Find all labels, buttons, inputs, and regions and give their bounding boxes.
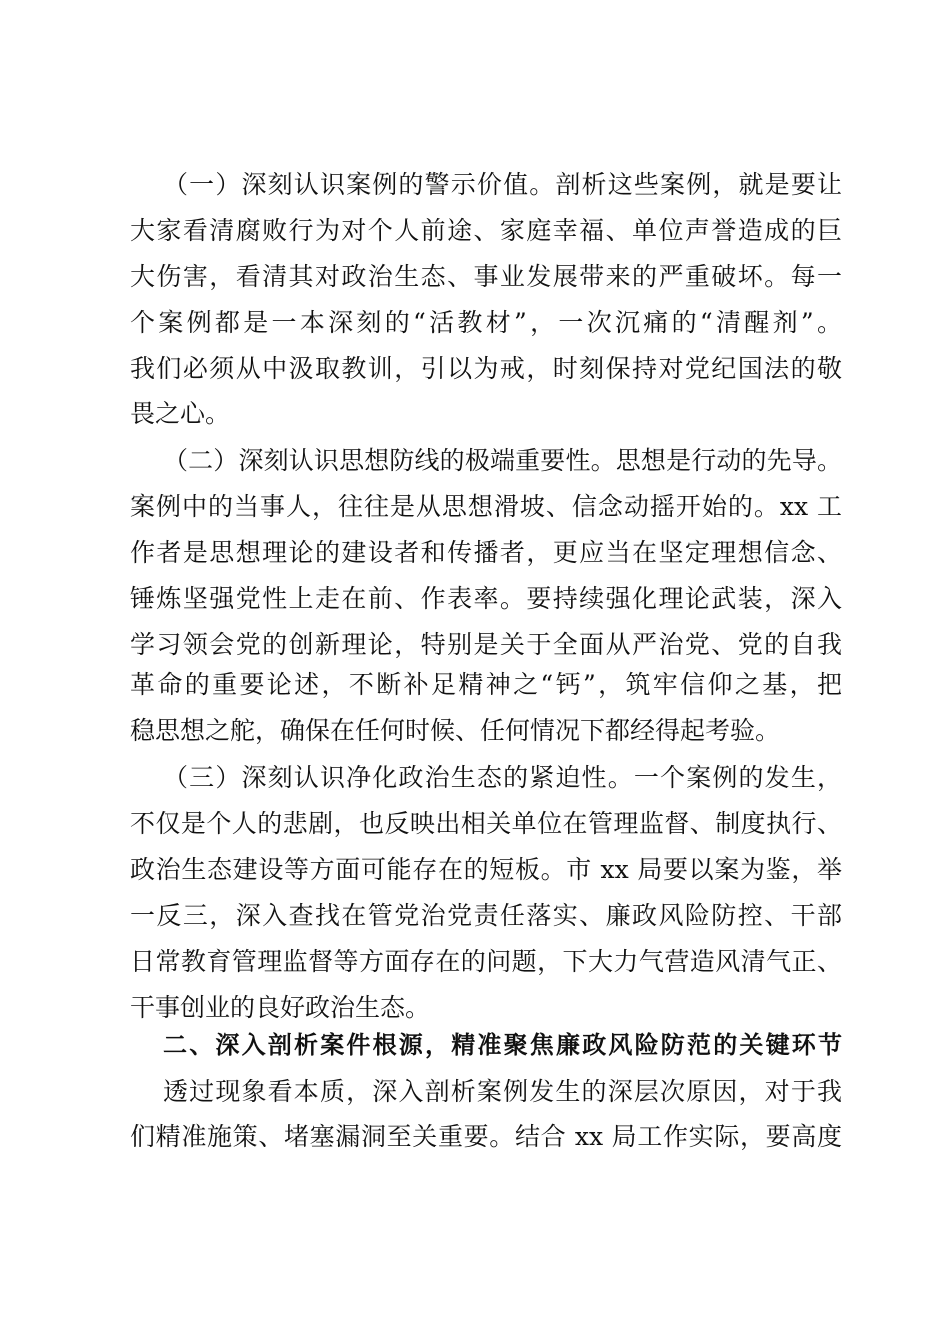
text-line: 一反三，深入查找在管党治党责任落实、廉政风险防控、干部 xyxy=(130,901,842,930)
text-line: （一）深刻认识案例的警示价值。剖析这些案例，就是要让 xyxy=(163,170,842,199)
text-line: 稳思想之舵，确保在任何时候、任何情况下都经得起考验。 xyxy=(130,716,781,745)
text-line: 学习领会党的创新理论，特别是关于全面从严治党、党的自我 xyxy=(130,630,842,659)
text-line: 我们必须从中汲取教训，引以为戒，时刻保持对党纪国法的敬 xyxy=(130,354,842,383)
text-line: （三）深刻认识净化政治生态的紧迫性。一个案例的发生， xyxy=(163,763,842,792)
text-line: 们精准施策、堵塞漏洞至关重要。结合 xx 局工作实际，要高度 xyxy=(130,1122,842,1151)
text-line: 透过现象看本质，深入剖析案例发生的深层次原因，对于我 xyxy=(163,1077,842,1106)
text-line: 锤炼坚强党性上走在前、作表率。要持续强化理论武装，深入 xyxy=(130,584,842,613)
text-line: 案例中的当事人，往往是从思想滑坡、信念动摇开始的。xx 工 xyxy=(130,492,842,521)
text-line: 大家看清腐败行为对个人前途、家庭幸福、单位声誉造成的巨 xyxy=(130,216,842,245)
text-line: 日常教育管理监督等方面存在的问题，下大力气营造风清气正、 xyxy=(130,947,842,976)
text-line: 畏之心。 xyxy=(130,399,231,428)
text-line: 政治生态建设等方面可能存在的短板。市 xx 局要以案为鉴，举 xyxy=(130,855,842,884)
text-line: 作者是思想理论的建设者和传播者，更应当在坚定理想信念、 xyxy=(130,538,842,567)
text-line: 个案例都是一本深刻的“活教材”，一次沉痛的“清醒剂”。 xyxy=(130,308,842,337)
text-line: 不仅是个人的悲剧，也反映出相关单位在管理监督、制度执行、 xyxy=(130,809,842,838)
text-line: 干事创业的良好政治生态。 xyxy=(130,993,431,1022)
text-line: 革命的重要论述，不断补足精神之“钙”，筑牢信仰之基，把 xyxy=(130,670,842,699)
text-line: 大伤害，看清其对政治生态、事业发展带来的严重破坏。每一 xyxy=(130,262,842,291)
section-heading: 二、深入剖析案件根源，精准聚焦廉政风险防范的关键环节 xyxy=(163,1031,842,1059)
text-line: （二）深刻认识思想防线的极端重要性。思想是行动的先导。 xyxy=(163,446,842,475)
